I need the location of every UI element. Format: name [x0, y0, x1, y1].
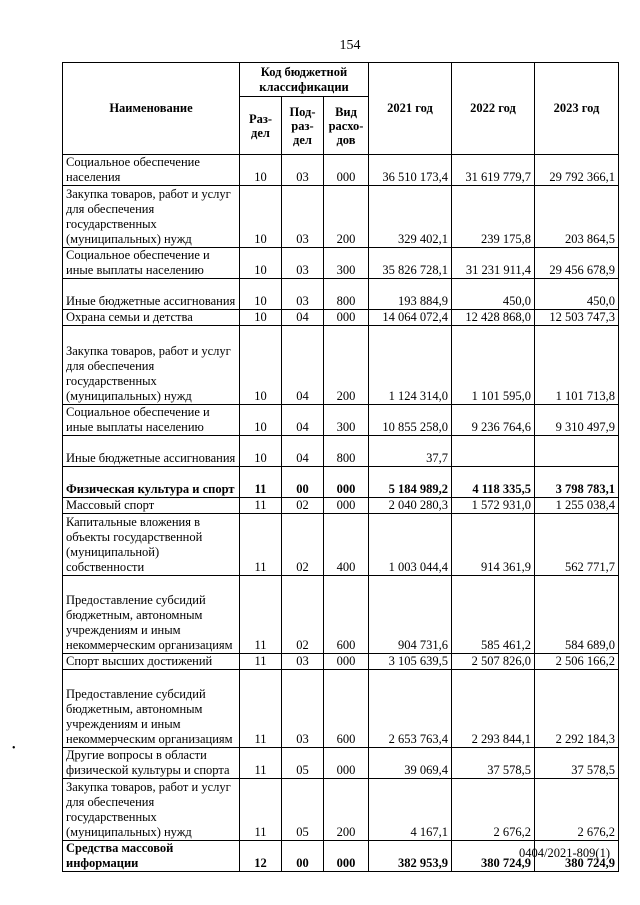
row-value-2021: 193 884,9 [369, 279, 452, 310]
row-vid: 300 [324, 248, 369, 279]
row-value-2021: 39 069,4 [369, 748, 452, 779]
row-value-2022: 450,0 [452, 279, 535, 310]
table-row [63, 467, 619, 498]
row-name: Закупка товаров, работ и услуг для обеспечения государственных (муниципальных) нужд [63, 779, 240, 841]
row-value-2023 [535, 436, 619, 467]
table-row [63, 654, 619, 670]
row-value-2021: 329 402,1 [369, 186, 452, 248]
row-value-2022: 12 428 868,0 [452, 310, 535, 326]
table-row [63, 498, 619, 514]
row-value-2022: 4 118 335,5 [452, 467, 535, 498]
row-podrazdel: 04 [282, 405, 324, 436]
row-value-2022: 9 236 764,6 [452, 405, 535, 436]
row-value-2023: 12 503 747,3 [535, 310, 619, 326]
row-razdel: 10 [240, 155, 282, 186]
row-vid: 800 [324, 279, 369, 310]
row-podrazdel: 03 [282, 155, 324, 186]
header-budget-code: Код бюджетной классификации [240, 63, 369, 97]
row-vid: 300 [324, 405, 369, 436]
row-podrazdel: 04 [282, 310, 324, 326]
row-podrazdel: 03 [282, 248, 324, 279]
table-row [63, 155, 619, 186]
row-vid: 600 [324, 576, 369, 654]
table-row [63, 576, 619, 654]
row-razdel: 10 [240, 248, 282, 279]
row-podrazdel: 03 [282, 654, 324, 670]
document-code: 0404/2021-809(1) [519, 846, 610, 860]
table-row [63, 405, 619, 436]
row-razdel: 11 [240, 670, 282, 748]
row-name: Предоставление субсидий бюджетным, автономным учреждениям и иным некоммерческим организациям [63, 670, 240, 748]
row-podrazdel: 02 [282, 576, 324, 654]
row-value-2021: 10 855 258,0 [369, 405, 452, 436]
row-name: Капитальные вложения в объекты государственной (муниципальной) собственности [63, 514, 240, 576]
row-value-2023: 3 798 783,1 [535, 467, 619, 498]
row-value-2021: 4 167,1 [369, 779, 452, 841]
row-razdel: 10 [240, 186, 282, 248]
row-podrazdel: 04 [282, 326, 324, 405]
row-value-2023: 584 689,0 [535, 576, 619, 654]
row-podrazdel: 02 [282, 514, 324, 576]
row-name: Социальное обеспечение и иные выплаты населению [63, 248, 240, 279]
row-vid: 000 [324, 467, 369, 498]
table-row [63, 326, 619, 405]
row-name: Социальное обеспечение населения [63, 155, 240, 186]
row-razdel: 10 [240, 279, 282, 310]
row-value-2023: 203 864,5 [535, 186, 619, 248]
row-razdel: 10 [240, 405, 282, 436]
row-value-2021: 2 040 280,3 [369, 498, 452, 514]
row-value-2023: 1 101 713,8 [535, 326, 619, 405]
row-razdel: 10 [240, 326, 282, 405]
row-vid: 200 [324, 326, 369, 405]
table-row [63, 748, 619, 779]
header-2022: 2022 год [452, 63, 535, 155]
header-2021: 2021 год [369, 63, 452, 155]
row-value-2021: 37,7 [369, 436, 452, 467]
row-podrazdel: 02 [282, 498, 324, 514]
row-value-2021: 36 510 173,4 [369, 155, 452, 186]
row-vid: 000 [324, 498, 369, 514]
row-vid: 000 [324, 654, 369, 670]
row-value-2021: 904 731,6 [369, 576, 452, 654]
row-vid: 600 [324, 670, 369, 748]
row-name: Другие вопросы в области физической культуры и спорта [63, 748, 240, 779]
row-value-2022 [452, 436, 535, 467]
row-podrazdel: 03 [282, 186, 324, 248]
row-value-2021: 3 105 639,5 [369, 654, 452, 670]
header-podrazdel: Под-раз-дел [282, 97, 324, 155]
row-value-2022: 31 231 911,4 [452, 248, 535, 279]
row-value-2021: 14 064 072,4 [369, 310, 452, 326]
row-name: Закупка товаров, работ и услуг для обеспечения государственных (муниципальных) нужд [63, 186, 240, 248]
budget-table [62, 62, 619, 872]
row-value-2022: 1 101 595,0 [452, 326, 535, 405]
header-razdel: Раз-дел [240, 97, 282, 155]
table-row [63, 436, 619, 467]
row-vid: 200 [324, 186, 369, 248]
row-value-2021: 2 653 763,4 [369, 670, 452, 748]
margin-mark: • [12, 743, 16, 754]
row-value-2022: 585 461,2 [452, 576, 535, 654]
row-value-2021: 5 184 989,2 [369, 467, 452, 498]
row-vid: 000 [324, 310, 369, 326]
row-value-2022: 1 572 931,0 [452, 498, 535, 514]
row-value-2022: 2 676,2 [452, 779, 535, 841]
page-number: 154 [339, 38, 361, 53]
header-vid: Вид расхо-дов [324, 97, 369, 155]
row-name: Социальное обеспечение и иные выплаты населению [63, 405, 240, 436]
row-value-2023: 1 255 038,4 [535, 498, 619, 514]
row-value-2022: 239 175,8 [452, 186, 535, 248]
row-razdel: 10 [240, 436, 282, 467]
table-row [63, 186, 619, 248]
row-name: Спорт высших достижений [63, 654, 240, 670]
row-value-2023: 2 506 166,2 [535, 654, 619, 670]
row-podrazdel: 03 [282, 670, 324, 748]
row-value-2023: 562 771,7 [535, 514, 619, 576]
row-value-2022: 2 293 844,1 [452, 670, 535, 748]
row-razdel: 11 [240, 498, 282, 514]
row-podrazdel: 04 [282, 436, 324, 467]
row-razdel: 11 [240, 779, 282, 841]
row-value-2023: 450,0 [535, 279, 619, 310]
row-name: Физическая культура и спорт [63, 467, 240, 498]
row-name: Массовый спорт [63, 498, 240, 514]
row-name: Охрана семьи и детства [63, 310, 240, 326]
table-row [63, 310, 619, 326]
row-razdel: 11 [240, 654, 282, 670]
row-name: Средства массовой информации [63, 841, 240, 872]
table-row [63, 248, 619, 279]
row-name: Иные бюджетные ассигнования [63, 436, 240, 467]
row-value-2023: 2 676,2 [535, 779, 619, 841]
row-value-2021: 1 003 044,4 [369, 514, 452, 576]
row-value-2022: 380 724,9 [452, 841, 535, 872]
row-razdel: 11 [240, 467, 282, 498]
row-value-2023: 29 456 678,9 [535, 248, 619, 279]
row-vid: 000 [324, 155, 369, 186]
row-podrazdel: 00 [282, 467, 324, 498]
row-value-2022: 914 361,9 [452, 514, 535, 576]
row-vid: 400 [324, 514, 369, 576]
table-row [63, 670, 619, 748]
row-razdel: 11 [240, 576, 282, 654]
table-row [63, 514, 619, 576]
row-value-2023: 380 724,9 [535, 841, 619, 872]
table-row [63, 779, 619, 841]
row-vid: 200 [324, 779, 369, 841]
row-podrazdel: 05 [282, 779, 324, 841]
row-value-2023: 2 292 184,3 [535, 670, 619, 748]
row-podrazdel: 05 [282, 748, 324, 779]
header-name: Наименование [63, 63, 240, 155]
row-value-2023: 9 310 497,9 [535, 405, 619, 436]
row-razdel: 11 [240, 514, 282, 576]
row-value-2023: 29 792 366,1 [535, 155, 619, 186]
row-name: Предоставление субсидий бюджетным, автономным учреждениям и иным некоммерческим организациям [63, 576, 240, 654]
table-row [63, 279, 619, 310]
row-vid: 000 [324, 841, 369, 872]
row-value-2022: 31 619 779,7 [452, 155, 535, 186]
row-value-2021: 382 953,9 [369, 841, 452, 872]
row-vid: 800 [324, 436, 369, 467]
row-value-2022: 2 507 826,0 [452, 654, 535, 670]
row-value-2021: 1 124 314,0 [369, 326, 452, 405]
row-name: Закупка товаров, работ и услуг для обеспечения государственных (муниципальных) нужд [63, 326, 240, 405]
table-body [63, 155, 619, 872]
row-razdel: 11 [240, 748, 282, 779]
row-podrazdel: 03 [282, 279, 324, 310]
row-podrazdel: 00 [282, 841, 324, 872]
header-2023: 2023 год [535, 63, 619, 155]
row-value-2021: 35 826 728,1 [369, 248, 452, 279]
row-razdel: 10 [240, 310, 282, 326]
row-value-2022: 37 578,5 [452, 748, 535, 779]
row-razdel: 12 [240, 841, 282, 872]
row-name: Иные бюджетные ассигнования [63, 279, 240, 310]
row-value-2023: 37 578,5 [535, 748, 619, 779]
row-vid: 000 [324, 748, 369, 779]
